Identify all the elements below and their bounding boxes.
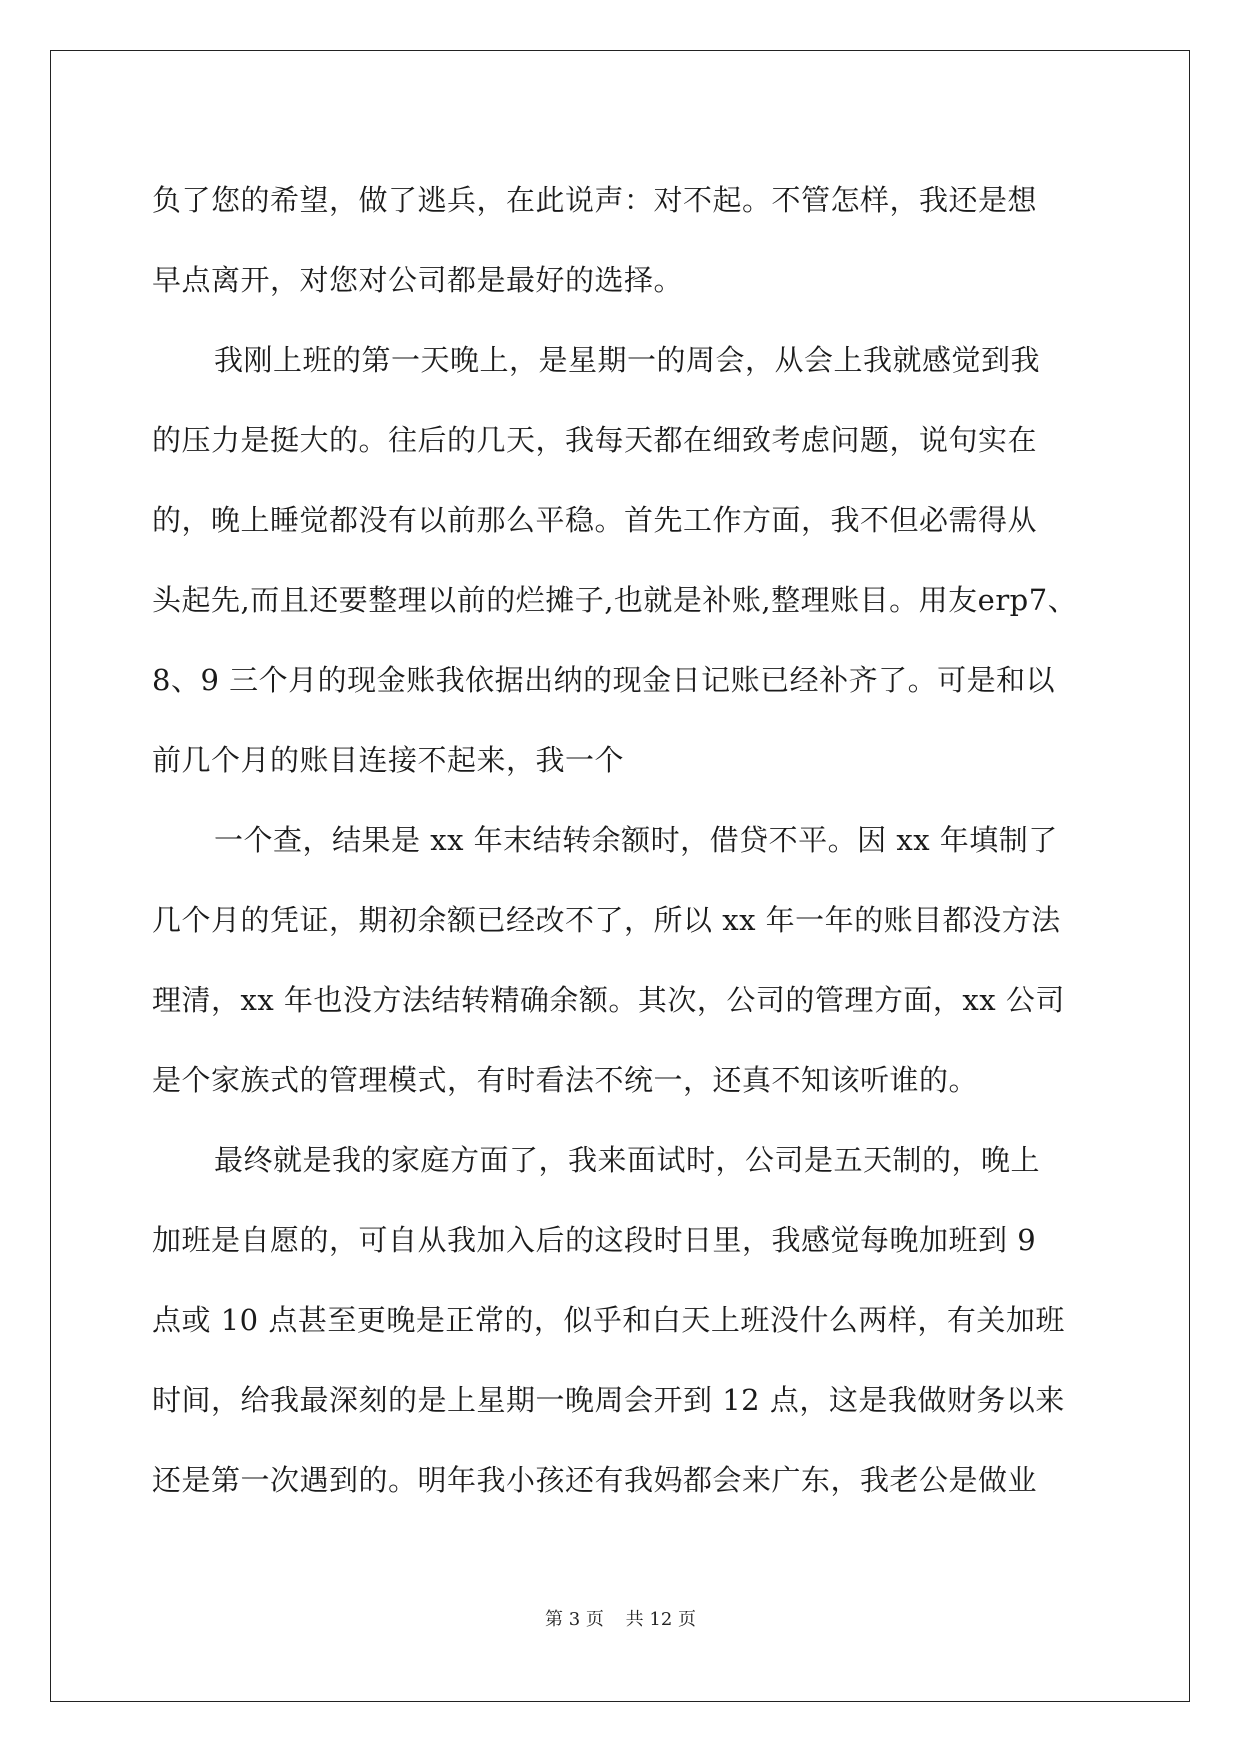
page-footer <box>0 1605 1241 1631</box>
text-line: 负了您的希望，做了逃兵，在此说声：对不起。不管怎样，我还是想 <box>152 183 1038 217</box>
text-line: 最终就是我的家庭方面了，我来面试时，公司是五天制的，晚上 <box>214 1143 1041 1177</box>
text-line: 几个月的凭证，期初余额已经改不了，所以 xx 年一年的账目都没方法 <box>152 903 1061 937</box>
page-number: 第 3 页 <box>545 1609 604 1630</box>
text-line: 理清，xx 年也没方法结转精确余额。其次，公司的管理方面，xx 公司 <box>152 983 1065 1017</box>
text-line: 8、9 三个月的现金账我依据出纳的现金日记账已经补齐了。可是和以 <box>152 663 1056 697</box>
text-line: 时间，给我最深刻的是上星期一晚周会开到 12 点，这是我做财务以来 <box>152 1383 1065 1417</box>
text-line: 的压力是挺大的。往后的几天，我每天都在细致考虑问题，说句实在 <box>152 423 1038 457</box>
page-total: 共 12 页 <box>625 1609 696 1630</box>
text-line: 加班是自愿的，可自从我加入后的这段时日里，我感觉每晚加班到 9 <box>152 1223 1037 1257</box>
text-line: 一个查，结果是 xx 年末结转余额时，借贷不平。因 xx 年填制了 <box>214 823 1058 857</box>
text-line: 还是第一次遇到的。明年我小孩还有我妈都会来广东，我老公是做业 <box>152 1463 1038 1497</box>
text-line: 我刚上班的第一天晚上，是星期一的周会，从会上我就感觉到我 <box>214 343 1041 377</box>
document-body <box>152 160 1092 1520</box>
text-line: 前几个月的账目连接不起来，我一个 <box>152 743 625 777</box>
text-line: 头起先,而且还要整理以前的烂摊子,也就是补账,整理账目。用友erp7、 <box>152 583 1078 617</box>
text-line: 是个家族式的管理模式，有时看法不统一，还真不知该听谁的。 <box>152 1063 979 1097</box>
text-line: 点或 10 点甚至更晚是正常的，似乎和白天上班没什么两样，有关加班 <box>152 1303 1065 1337</box>
text-line: 的，晚上睡觉都没有以前那么平稳。首先工作方面，我不但必需得从 <box>152 503 1038 537</box>
text-line: 早点离开，对您对公司都是最好的选择。 <box>152 263 684 297</box>
